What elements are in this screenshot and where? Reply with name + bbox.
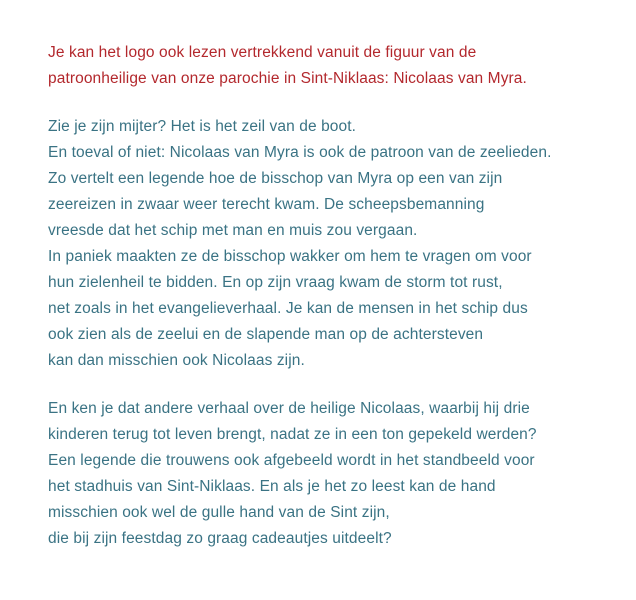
text-line: Je kan het logo ook lezen vertrekkend vanuit de figuur van de bbox=[48, 44, 477, 61]
text-line: kinderen terug tot leven brengt, nadat ze in een ton gepekeld werden? bbox=[48, 426, 537, 443]
children-legend-paragraph bbox=[48, 396, 628, 552]
text-line: En ken je dat andere verhaal over de heilige Nicolaas, waarbij hij drie bbox=[48, 400, 530, 417]
text-line: Zie je zijn mijter? Het is het zeil van de boot. bbox=[48, 118, 357, 135]
text-line: die bij zijn feestdag zo graag cadeautjes uitdeelt? bbox=[48, 530, 392, 547]
intro-paragraph bbox=[48, 40, 628, 92]
text-line: En toeval of niet: Nicolaas van Myra is ook de patroon van de zeelieden. bbox=[48, 144, 552, 161]
document-page bbox=[48, 40, 628, 574]
text-line: net zoals in het evangelieverhaal. Je kan de mensen in het schip dus bbox=[48, 300, 528, 317]
text-line: kan dan misschien ook Nicolaas zijn. bbox=[48, 352, 305, 369]
ship-legend-paragraph bbox=[48, 114, 628, 374]
text-line: ook zien als de zeelui en de slapende man op de achtersteven bbox=[48, 326, 484, 343]
text-line: het stadhuis van Sint-Niklaas. En als je het zo leest kan de hand bbox=[48, 478, 496, 495]
text-line: hun zielenheil te bidden. En op zijn vraag kwam de storm tot rust, bbox=[48, 274, 503, 291]
text-line: patroonheilige van onze parochie in Sint-Niklaas: Nicolaas van Myra. bbox=[48, 70, 527, 87]
text-line: misschien ook wel de gulle hand van de Sint zijn, bbox=[48, 504, 390, 521]
text-line: zeereizen in zwaar weer terecht kwam. De scheepsbemanning bbox=[48, 196, 485, 213]
text-line: Zo vertelt een legende hoe de bisschop van Myra op een van zijn bbox=[48, 170, 503, 187]
text-line: Een legende die trouwens ook afgebeeld wordt in het standbeeld voor bbox=[48, 452, 535, 469]
text-line: vreesde dat het schip met man en muis zou vergaan. bbox=[48, 222, 418, 239]
text-line: In paniek maakten ze de bisschop wakker om hem te vragen om voor bbox=[48, 248, 532, 265]
